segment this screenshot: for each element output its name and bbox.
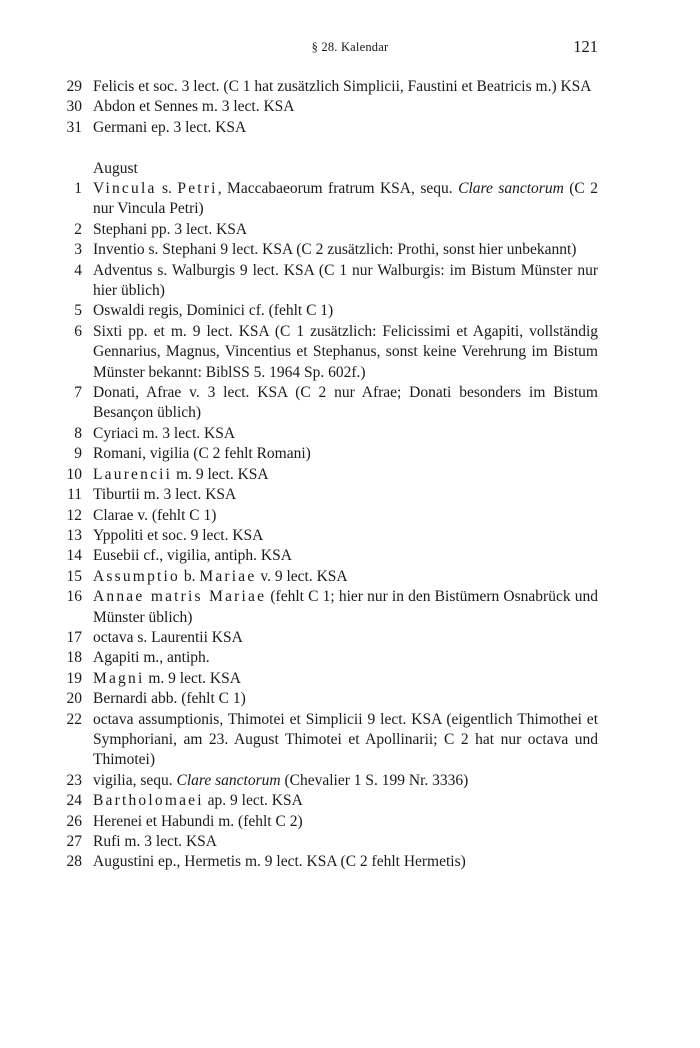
calendar-entry (0, 465, 700, 485)
entry-text (93, 689, 598, 709)
entry-text (93, 261, 598, 302)
day-number: 6 (74, 322, 82, 340)
text-segment: Stephani pp. 3 lect. KSA (93, 220, 248, 238)
spaced-text: Mariae (199, 567, 257, 585)
day-number: 18 (66, 649, 82, 667)
entry-text (93, 322, 598, 383)
entry-text (93, 832, 598, 852)
text-segment: Inventio s. Stephani 9 lect. KSA (C 2 zusätzlich: Prothi, sonst hier unbekannt) (93, 241, 577, 259)
text-segment: Abdon et Sennes m. 3 lect. KSA (93, 98, 295, 116)
text-segment: ap. 9 lect. KSA (203, 792, 303, 810)
text-segment: Sixti pp. et m. 9 lect. KSA (C 1 zusätzlich: Felicissimi et Agapiti, vollständig Gennarius, Magnus, Vincentius et Stephanus, sonst keine Verehrung im Bistum Münster bekannt: BiblSS 5. 1964 Sp. 602f.) (93, 322, 598, 381)
calendar-entries (0, 77, 700, 873)
entry-text (93, 118, 598, 138)
day-number: 17 (66, 628, 82, 646)
entry-text (93, 424, 598, 444)
running-head: § 28. Kalendar (311, 40, 389, 54)
spaced-text: Bartholomaei (93, 792, 204, 810)
day-number: 16 (66, 588, 82, 606)
entry-text (93, 465, 598, 485)
entry-text (93, 301, 598, 321)
day-number: 5 (74, 302, 82, 320)
day-number: 22 (66, 710, 82, 728)
entry-text (93, 383, 598, 424)
page-header (0, 37, 700, 60)
entry-text (93, 444, 598, 464)
entry-text (93, 669, 598, 689)
text-segment: Cyriaci m. 3 lect. KSA (93, 424, 236, 442)
text-segment: Rufi m. 3 lect. KSA (93, 833, 217, 851)
entry-text (93, 179, 598, 220)
text-segment: (fehlt C 1; hier nur in den Bistümern Osnabrück und Münster üblich) (93, 588, 598, 626)
day-number: 13 (66, 526, 82, 544)
day-number: 12 (66, 506, 82, 524)
text-segment: (Chevalier 1 S. 199 Nr. 3336) (280, 771, 469, 789)
day-number: 20 (66, 690, 82, 708)
calendar-entry (0, 301, 700, 321)
day-number: 24 (66, 792, 82, 810)
entry-text (93, 812, 598, 832)
calendar-entry (0, 852, 700, 872)
day-number: 11 (67, 486, 82, 504)
entry-text (93, 852, 598, 872)
text-segment: Donati, Afrae v. 3 lect. KSA (C 2 nur Afrae; Donati besonders im Bistum Besançon üblich) (93, 384, 598, 422)
text-segment: Romani, vigilia (C 2 fehlt Romani) (93, 445, 311, 463)
entry-text (93, 648, 598, 668)
page-number: 121 (573, 37, 598, 56)
italic-text: Clare sanctorum (458, 180, 564, 198)
text-segment: v. 9 lect. KSA (256, 567, 348, 585)
day-number: 1 (74, 180, 82, 198)
text-segment: Oswaldi regis, Dominici cf. (fehlt C 1) (93, 302, 334, 320)
day-number: 14 (66, 547, 82, 565)
calendar-entry (0, 587, 700, 628)
day-number: 30 (66, 98, 82, 116)
calendar-entry (0, 669, 700, 689)
italic-text: Clare sanctorum (176, 771, 281, 789)
text-segment: octava assumptionis, Thimotei et Simplicii 9 lect. KSA (eigentlich Thimothei et Symphoriani, am 23. August Thimotei et Apollinarii; C 2 hat nur octava und Thimotei) (93, 710, 598, 769)
calendar-entry (0, 322, 700, 383)
spaced-text: Vincula (93, 180, 157, 198)
calendar-entry (0, 546, 700, 566)
calendar-entry (0, 424, 700, 444)
calendar-entry (0, 240, 700, 260)
july-entries (0, 77, 700, 138)
entry-text (93, 240, 598, 260)
entry-text (93, 97, 598, 117)
text-segment: m. 9 lect. KSA (172, 465, 269, 483)
day-number: 15 (66, 567, 82, 585)
calendar-entry (0, 710, 700, 771)
spaced-text: Magni (93, 669, 145, 687)
calendar-entry (0, 485, 700, 505)
entry-text (93, 771, 598, 791)
calendar-entry (0, 77, 700, 97)
text-segment: Germani ep. 3 lect. KSA (93, 118, 247, 136)
entry-text (93, 485, 598, 505)
calendar-entry (0, 444, 700, 464)
entry-text (93, 710, 598, 771)
text-segment: Agapiti m., antiph. (93, 649, 210, 667)
text-segment: Herenei et Habundi m. (fehlt C 2) (93, 812, 303, 830)
calendar-entry (0, 97, 700, 117)
spaced-text: Laurencii (93, 465, 173, 483)
text-segment: Eusebii cf., vigilia, antiph. KSA (93, 547, 292, 565)
text-segment: Tiburtii m. 3 lect. KSA (93, 486, 237, 504)
day-number: 26 (66, 812, 82, 830)
text-segment: s. (156, 180, 178, 198)
text-segment: Felicis et soc. 3 lect. (C 1 hat zusätzlich Simplicii, Faustini et Beatricis m.) KSA (93, 78, 592, 95)
text-segment: Adventus s. Walburgis 9 lect. KSA (C 1 nur Walburgis: im Bistum Münster nur hier üblich) (93, 261, 598, 300)
spaced-text: Assumptio (93, 567, 180, 585)
calendar-entry (0, 791, 700, 811)
text-segment: (C 2 nur Vincula Petri) (93, 180, 598, 218)
day-number: 2 (74, 220, 82, 238)
entry-text (93, 506, 598, 526)
calendar-entry (0, 628, 700, 648)
august-entries (0, 179, 700, 873)
day-number: 31 (66, 118, 82, 136)
text-segment: Yppoliti et soc. 9 lect. KSA (93, 526, 264, 544)
month-heading: August (93, 159, 138, 177)
text-segment: vigilia, sequ. (93, 771, 177, 789)
calendar-entry (0, 832, 700, 852)
day-number: 23 (66, 771, 82, 789)
calendar-entry (0, 567, 700, 587)
calendar-entry (0, 179, 700, 220)
day-number: 8 (74, 424, 82, 442)
calendar-entry (0, 506, 700, 526)
section-gap (0, 138, 700, 158)
day-number: 7 (74, 384, 82, 402)
entry-text (93, 77, 598, 97)
text-segment: , Maccabaeorum fratrum KSA, sequ. (217, 180, 459, 198)
day-number: 3 (74, 241, 82, 259)
entry-text (93, 546, 598, 566)
calendar-entry (0, 648, 700, 668)
text-segment: octava s. Laurentii KSA (93, 628, 243, 646)
text-segment: Bernardi abb. (fehlt C 1) (93, 690, 246, 708)
text-segment: Clarae v. (fehlt C 1) (93, 506, 217, 524)
text-segment: Augustini ep., Hermetis m. 9 lect. KSA (C 2 fehlt Hermetis) (93, 853, 466, 871)
day-number: 27 (66, 833, 82, 851)
spaced-text: Annae matris Mariae (93, 588, 267, 606)
entry-text (93, 567, 598, 587)
day-number: 28 (66, 853, 82, 871)
entry-text (93, 526, 598, 546)
calendar-entry (0, 812, 700, 832)
entry-text (93, 220, 598, 240)
spaced-text: Petri (177, 180, 218, 198)
calendar-entry (0, 383, 700, 424)
day-number: 29 (66, 78, 82, 95)
day-number: 4 (74, 261, 82, 279)
entry-text (93, 628, 598, 648)
day-number: 19 (66, 669, 82, 687)
text-segment: m. 9 lect. KSA (144, 669, 241, 687)
entry-text (93, 587, 598, 628)
day-number: 10 (66, 465, 82, 483)
calendar-entry (0, 118, 700, 138)
day-number: 9 (74, 445, 82, 463)
text-segment: b. (179, 567, 200, 585)
calendar-entry (0, 526, 700, 546)
calendar-entry (0, 771, 700, 791)
entry-text (93, 791, 598, 811)
calendar-entry (0, 261, 700, 302)
calendar-entry (0, 689, 700, 709)
calendar-entry (0, 220, 700, 240)
